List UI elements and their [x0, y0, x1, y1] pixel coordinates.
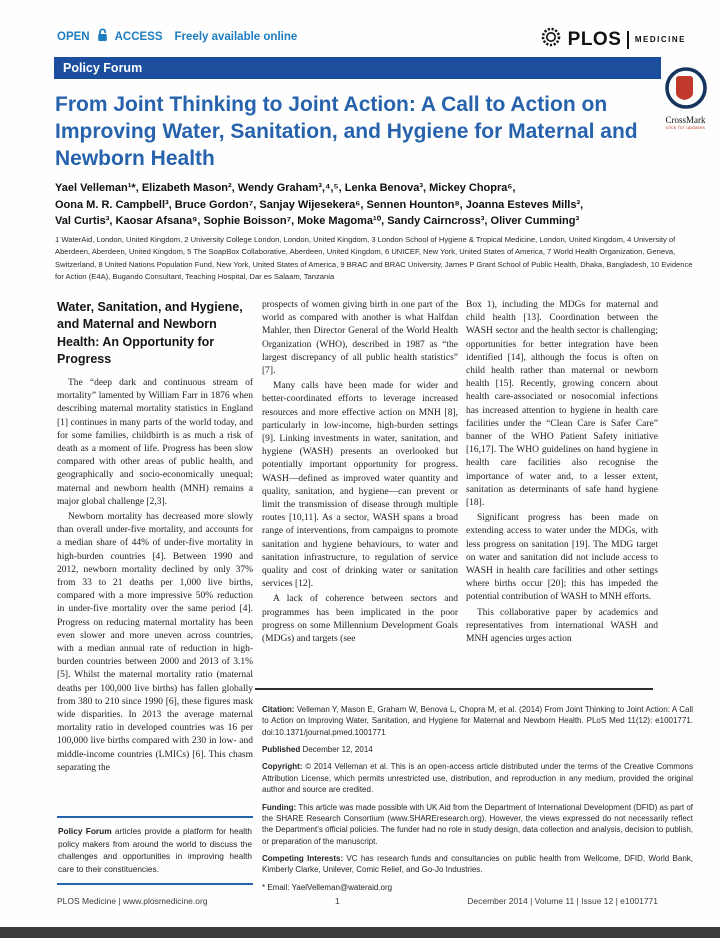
citation-row: [262, 704, 693, 738]
crossmark-badge[interactable]: [658, 67, 713, 130]
published-date: December 12, 2014: [300, 745, 373, 755]
email-link[interactable]: YaelVelleman@wateraid.org: [291, 882, 393, 892]
affiliations: 1 WaterAid, London, United Kingdom, 2 University College London, London, United Kingdom, 3 London School of Hygiene & Tropical Medicine, London, United Kingdom, 4 University of Aberdeen, Aberdeen, United Kingdom, 5 The SoapBox Collaborative, Aberdeen, United Kingdom, 6 UNICEF, New York, United States of America, 7 World Health Organization, Geneva, Switzerland, 8 United Nations Population Fund, New York, United States of America, 9 BRAC and BRAC University, James P Grant School of Public Health, Dhaka, Bangladesh, 10 Evidence for Action (E4A), Bugando Consultant, Teaching Hospital, Dar es Salaam, Tanzania: [55, 235, 693, 281]
open-access-open-label: OPEN: [57, 30, 90, 43]
body-paragraph: Significant progress has been made on extending access to water under the MDGs, with less progress on sanitation [19]. The MDG target on water and sanitation did not include access to WASH in health care facilities and other settings where births occur [20]; this has impeded the potential contribution of WASH to MNH efforts.: [466, 513, 658, 603]
author-list: [55, 180, 695, 230]
body-paragraph: prospects of women giving birth in one part of the world as compared with another is what Halfdan Mahler, then Director General of the World Health Organization (WHO), described in 1987 as “the largest discrepancy of all public health statistics” [7].: [262, 300, 458, 377]
citation-label: Citation:: [262, 705, 295, 714]
page-number: 1: [335, 896, 340, 906]
plos-logo-divider: [627, 31, 629, 49]
author-line: Yael Velleman¹*, Elizabeth Mason², Wendy Graham³,⁴,⁵, Lenka Benova³, Mickey Chopra⁶,: [55, 182, 516, 194]
author-line: Val Curtis³, Kaosar Afsana⁹, Sophie Boisson⁷, Moke Magoma¹⁰, Sandy Cairncross³, Oliver Cumming³: [55, 215, 580, 227]
crossmark-subtext: click for updates: [665, 125, 706, 130]
metadata-divider: [255, 688, 653, 690]
section-heading: Water, Sanitation, and Hygiene, and Maternal and Newborn Health: An Opportunity for Progress: [57, 300, 243, 366]
article-title: From Joint Thinking to Joint Action: A Call to Action on Improving Water, Sanitation, and Hygiene for Maternal and Newborn Health: [55, 93, 638, 170]
plos-logo: [540, 26, 686, 53]
body-column-right: [466, 299, 658, 648]
body-paragraph: Newborn mortality has decreased more slowly than overall under-five mortality, and accounts for a median share of 44% of under-five mortality in high-burden countries [4]. Between 1990 and 2012, newborn mortality declined by only 37% from 33 to 21 deaths per 1,000 live births, compared with a more impressive 50% reduction in under-five mortality over the same period [4]. Progress on reducing maternal mortality has been even slower and more uneven across countries, with a median annual rate of reduction in high-burden countries between 2000 and 2013 of 3.1% [5]. Whilst the maternal mortality ratio (maternal deaths per 100,000 live births) has fallen globally from 380 to 210 since 1990 [6], these figures mask wide disparities. In 2013 the average maternal mortality ratio in developed countries was 16 per 100,000 live births compared with 230 in low- and middle-income countries (LMICs) [6]. This chasm separating the: [57, 512, 253, 773]
policy-forum-box-label: Policy Forum: [58, 826, 112, 837]
copyright-row: [262, 761, 693, 795]
competing-interests-label: Competing Interests:: [262, 853, 344, 863]
open-access-line: [57, 28, 297, 45]
freely-available-label: Freely available online: [174, 30, 298, 43]
body-paragraph: Box 1), including the MDGs for maternal and child health [13]. Coordination between the WASH sector and the health sector is challenging; opportunities for better integration have been identified [14], although the focus is often on child health rather than maternal or newborn health [15]. Recently, growing concern about health care-associated or nosocomial infections has increased attention to hygiene in health care facilities under the “Clean Care is Safer Care” banner of the WHO Patient Safety initiative [16,17]. The WHO guidelines on hand hygiene in health care facilities also recognise the importance of water and, to a lesser extent, sanitation as determinants of safe hand hygiene [18].: [466, 300, 658, 509]
competing-interests-text: VC has research funds and consultancies on public health from Wellcome, DFID, World Bank, Kimberly Clarke, Unilever, Comic Relief, and Go-Jo Industries.: [262, 853, 693, 875]
crossmark-label: CrossMark: [665, 115, 706, 125]
email-label: * Email:: [262, 882, 290, 892]
body-paragraph: Many calls have been made for wider and better-coordinated efforts to leverage increased resources and more effective action on MNH [8], particularly in low-income, high-burden settings [9]. Linking investments in water, sanitation, and hygiene (WASH) presents an overlooked but potentially important opportunity for progress. WASH—defined as improved water quantity and quality, sanitation, and hygiene—can prevent or limit the transmission of disease through multiple routes [10,11]. As a sector, WASH spans a broad range of interventions, from campaigns to promote sanitation and hygiene behaviours, to water and sanitation infrastructure, to regulation of service quality and cost of drinking water or sanitation services [12].: [262, 381, 458, 590]
funding-text: This article was made possible with UK Aid from the Department of International Development (DFID) as part of the SHARE Research Consortium (www.SHAREresearch.org). However, the views expressed do not necessarily reflect the Department’s official policies. The funder had no role in study design, data collection and analysis, decision to publish, or preparation of the manuscript.: [262, 802, 693, 846]
plos-wordmark: PLOS: [567, 28, 622, 50]
policy-forum-info-box: [57, 816, 253, 885]
page-footer: [57, 896, 658, 906]
crossmark-icon: [665, 96, 707, 113]
article-metadata: [262, 704, 693, 899]
open-lock-icon: [96, 28, 109, 45]
body-paragraph: The “deep dark and continuous stream of mortality” lamented by William Farr in 1876 when describing maternal mortality statistics in England [1] continues in many parts of the world today, and for some families, childbirth is as much a risk of death as a moment of life. Progress has been slow compared with other areas of public health, and geographically and socio-economically unequal; maternal and newborn health (MNH) remains a major global challenge [2,3].: [57, 378, 253, 507]
email-row: [262, 882, 693, 893]
published-label: Published: [262, 745, 301, 755]
competing-interests-row: [262, 853, 693, 876]
open-access-access-label: ACCESS: [114, 30, 163, 43]
published-row: [262, 744, 693, 755]
policy-forum-banner: Policy Forum: [54, 57, 661, 79]
footer-journal-url[interactable]: PLOS Medicine | www.plosmedicine.org: [57, 896, 208, 906]
body-column-left: [57, 299, 253, 885]
citation-text: Velleman Y, Mason E, Graham W, Benova L, Chopra M, et al. (2014) From Joint Thinking to Joint Action: A Call to Action on Improving Water, Sanitation, and Hygiene for Maternal and Newborn Health. PLoS Med 11(12): e1001771. doi:10.1371/journal.pmed.1001771: [262, 705, 693, 737]
journal-name: MEDICINE: [634, 35, 686, 44]
body-column-middle: [262, 299, 458, 648]
copyright-label: Copyright:: [262, 762, 303, 772]
funding-label: Funding:: [262, 802, 297, 812]
policy-forum-box-text: articles provide a platform for health policy makers from around the world to discuss the challenges and opportunities in improving health care to their constituencies.: [58, 826, 252, 874]
body-paragraph: This collaborative paper by academics and representatives from international WASH and MNH agencies urges action: [466, 607, 658, 645]
footer-issue-info: December 2014 | Volume 11 | Issue 12 | e1001771: [467, 896, 658, 906]
plos-logo-icon: [540, 26, 562, 53]
body-paragraph: A lack of coherence between sectors and programmes has been implicated in the poor progress on some Millennium Development Goals (MDGs) and targets (see: [262, 594, 458, 645]
funding-row: [262, 802, 693, 847]
author-line: Oona M. R. Campbell³, Bruce Gordon⁷, Sanjay Wijesekera⁶, Sennen Hounton⁸, Joanna Esteves Mills³,: [55, 198, 584, 211]
copyright-text: © 2014 Velleman et al. This is an open-access article distributed under the terms of the Creative Commons Attribution License, which permits unrestricted use, distribution, and reproduction in any medium, provided the original author and source are credited.: [262, 762, 693, 795]
page-header: [57, 26, 692, 52]
screenshot-bottom-bar: [0, 927, 720, 938]
